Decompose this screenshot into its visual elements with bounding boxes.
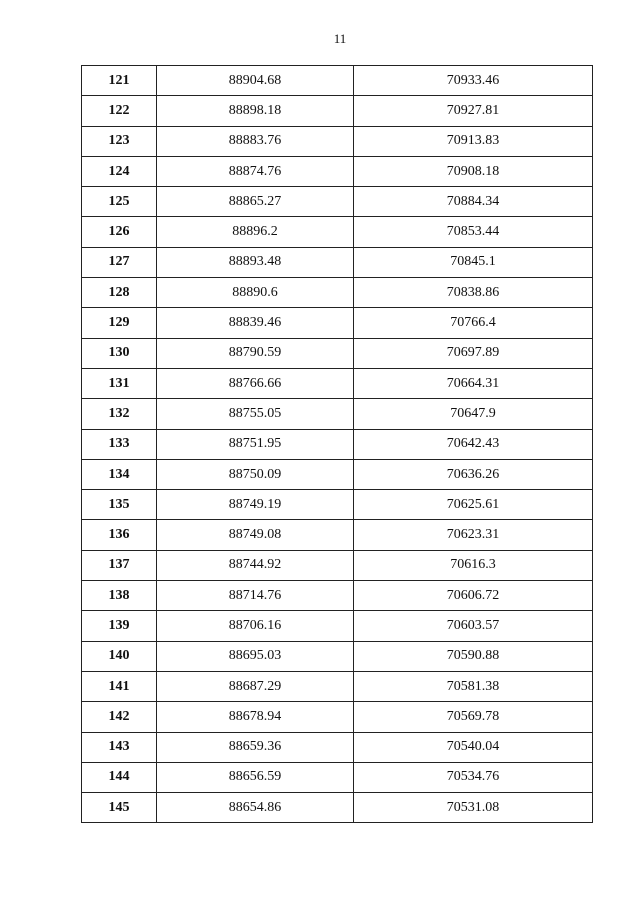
point-number-cell: 121 bbox=[82, 66, 157, 96]
x-coordinate-cell: 88790.59 bbox=[157, 338, 354, 368]
table-row bbox=[82, 520, 593, 550]
point-number-cell: 139 bbox=[82, 611, 157, 641]
y-coordinate-cell: 70927.81 bbox=[354, 96, 593, 126]
table-row bbox=[82, 308, 593, 338]
coordinates-table bbox=[81, 65, 593, 823]
x-coordinate-cell: 88695.03 bbox=[157, 641, 354, 671]
point-number-cell: 129 bbox=[82, 308, 157, 338]
x-coordinate-cell: 88749.08 bbox=[157, 520, 354, 550]
point-number-cell: 135 bbox=[82, 490, 157, 520]
y-coordinate-cell: 70623.31 bbox=[354, 520, 593, 550]
y-coordinate-cell: 70913.83 bbox=[354, 126, 593, 156]
point-number-cell: 133 bbox=[82, 429, 157, 459]
x-coordinate-cell: 88874.76 bbox=[157, 156, 354, 186]
y-coordinate-cell: 70540.04 bbox=[354, 732, 593, 762]
y-coordinate-cell: 70625.61 bbox=[354, 490, 593, 520]
x-coordinate-cell: 88659.36 bbox=[157, 732, 354, 762]
point-number-cell: 125 bbox=[82, 187, 157, 217]
y-coordinate-cell: 70884.34 bbox=[354, 187, 593, 217]
y-coordinate-cell: 70766.4 bbox=[354, 308, 593, 338]
table-row bbox=[82, 156, 593, 186]
table-row bbox=[82, 762, 593, 792]
table-row bbox=[82, 611, 593, 641]
y-coordinate-cell: 70697.89 bbox=[354, 338, 593, 368]
point-number-cell: 138 bbox=[82, 581, 157, 611]
point-number-cell: 134 bbox=[82, 459, 157, 489]
table-row bbox=[82, 550, 593, 580]
point-number-cell: 122 bbox=[82, 96, 157, 126]
x-coordinate-cell: 88893.48 bbox=[157, 247, 354, 277]
y-coordinate-cell: 70664.31 bbox=[354, 368, 593, 398]
y-coordinate-cell: 70531.08 bbox=[354, 793, 593, 823]
table-row bbox=[82, 732, 593, 762]
y-coordinate-cell: 70606.72 bbox=[354, 581, 593, 611]
table-row bbox=[82, 641, 593, 671]
point-number-cell: 145 bbox=[82, 793, 157, 823]
x-coordinate-cell: 88706.16 bbox=[157, 611, 354, 641]
x-coordinate-cell: 88678.94 bbox=[157, 702, 354, 732]
page-number: 11 bbox=[333, 31, 347, 46]
table-row bbox=[82, 247, 593, 277]
point-number-cell: 144 bbox=[82, 762, 157, 792]
x-coordinate-cell: 88904.68 bbox=[157, 66, 354, 96]
point-number-cell: 124 bbox=[82, 156, 157, 186]
y-coordinate-cell: 70845.1 bbox=[354, 247, 593, 277]
x-coordinate-cell: 88755.05 bbox=[157, 399, 354, 429]
y-coordinate-cell: 70616.3 bbox=[354, 550, 593, 580]
y-coordinate-cell: 70642.43 bbox=[354, 429, 593, 459]
point-number-cell: 126 bbox=[82, 217, 157, 247]
y-coordinate-cell: 70581.38 bbox=[354, 671, 593, 701]
table-row bbox=[82, 187, 593, 217]
x-coordinate-cell: 88898.18 bbox=[157, 96, 354, 126]
table-row bbox=[82, 671, 593, 701]
y-coordinate-cell: 70569.78 bbox=[354, 702, 593, 732]
y-coordinate-cell: 70636.26 bbox=[354, 459, 593, 489]
table-row bbox=[82, 338, 593, 368]
x-coordinate-cell: 88766.66 bbox=[157, 368, 354, 398]
table-row bbox=[82, 793, 593, 823]
x-coordinate-cell: 88750.09 bbox=[157, 459, 354, 489]
x-coordinate-cell: 88883.76 bbox=[157, 126, 354, 156]
table-row bbox=[82, 399, 593, 429]
table-row bbox=[82, 368, 593, 398]
table-body bbox=[82, 66, 593, 823]
x-coordinate-cell: 88865.27 bbox=[157, 187, 354, 217]
x-coordinate-cell: 88896.2 bbox=[157, 217, 354, 247]
y-coordinate-cell: 70590.88 bbox=[354, 641, 593, 671]
x-coordinate-cell: 88749.19 bbox=[157, 490, 354, 520]
x-coordinate-cell: 88687.29 bbox=[157, 671, 354, 701]
point-number-cell: 123 bbox=[82, 126, 157, 156]
x-coordinate-cell: 88744.92 bbox=[157, 550, 354, 580]
y-coordinate-cell: 70534.76 bbox=[354, 762, 593, 792]
table-row bbox=[82, 429, 593, 459]
point-number-cell: 137 bbox=[82, 550, 157, 580]
table-row bbox=[82, 581, 593, 611]
y-coordinate-cell: 70647.9 bbox=[354, 399, 593, 429]
point-number-cell: 136 bbox=[82, 520, 157, 550]
table-row bbox=[82, 459, 593, 489]
x-coordinate-cell: 88656.59 bbox=[157, 762, 354, 792]
table-row bbox=[82, 217, 593, 247]
point-number-cell: 130 bbox=[82, 338, 157, 368]
y-coordinate-cell: 70933.46 bbox=[354, 66, 593, 96]
x-coordinate-cell: 88890.6 bbox=[157, 278, 354, 308]
point-number-cell: 131 bbox=[82, 368, 157, 398]
y-coordinate-cell: 70853.44 bbox=[354, 217, 593, 247]
table-row bbox=[82, 278, 593, 308]
point-number-cell: 141 bbox=[82, 671, 157, 701]
x-coordinate-cell: 88714.76 bbox=[157, 581, 354, 611]
point-number-cell: 140 bbox=[82, 641, 157, 671]
point-number-cell: 128 bbox=[82, 278, 157, 308]
table-row bbox=[82, 702, 593, 732]
table-row bbox=[82, 66, 593, 96]
y-coordinate-cell: 70908.18 bbox=[354, 156, 593, 186]
table-row bbox=[82, 96, 593, 126]
x-coordinate-cell: 88751.95 bbox=[157, 429, 354, 459]
point-number-cell: 142 bbox=[82, 702, 157, 732]
y-coordinate-cell: 70838.86 bbox=[354, 278, 593, 308]
point-number-cell: 132 bbox=[82, 399, 157, 429]
point-number-cell: 127 bbox=[82, 247, 157, 277]
table-row bbox=[82, 126, 593, 156]
y-coordinate-cell: 70603.57 bbox=[354, 611, 593, 641]
point-number-cell: 143 bbox=[82, 732, 157, 762]
table-row bbox=[82, 490, 593, 520]
x-coordinate-cell: 88839.46 bbox=[157, 308, 354, 338]
x-coordinate-cell: 88654.86 bbox=[157, 793, 354, 823]
